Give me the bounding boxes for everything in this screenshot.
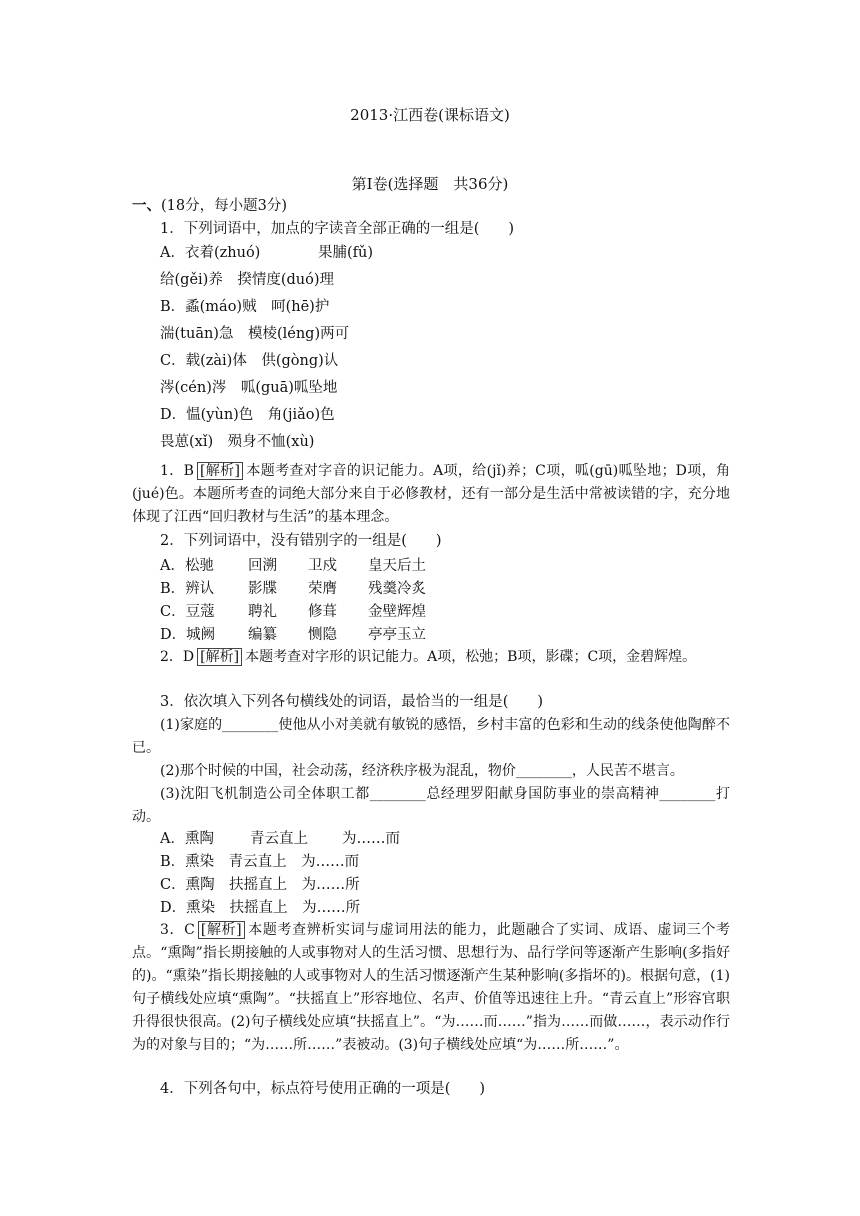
q2-c-2: 聘礼 bbox=[248, 604, 277, 620]
q2-a-4: 皇天后土 bbox=[368, 558, 426, 574]
q3-a-2: 青云直上 bbox=[250, 831, 308, 847]
part-heading bbox=[132, 196, 287, 216]
q1-option-b-line2: 湍(tuān)急 模棱(léng)两可 bbox=[160, 326, 350, 342]
q1-answer bbox=[132, 460, 730, 529]
q2-option-row bbox=[160, 579, 426, 599]
part-heading-text: (18分，每小题3分) bbox=[161, 198, 287, 214]
q3-analysis-tag: [解析] bbox=[198, 921, 245, 939]
q1-option-a-part2: 果脯(fǔ) bbox=[318, 245, 374, 261]
q2-c-1: C．豆蔻 bbox=[160, 604, 215, 620]
q2-d-2: 编纂 bbox=[248, 627, 277, 643]
q3-option-b: B．熏染 青云直上 为……而 bbox=[160, 854, 360, 870]
q1-analysis-tag: [解析] bbox=[197, 462, 243, 480]
q3-option-d: D．熏染 扶摇直上 为……所 bbox=[160, 900, 361, 916]
document-title: 2013·江西卷(课标语文) bbox=[350, 106, 510, 124]
part-heading-number: 一、 bbox=[132, 197, 161, 214]
q1-answer-number: 1．B bbox=[160, 463, 194, 479]
q2-c-4: 金壁辉煌 bbox=[368, 604, 426, 620]
q1-analysis-text: 本题考查对字音的识记能力。A项，给(jǐ)养；C项，呱(gū)呱坠地；D项，角(jué)色。本题所考查的词绝大部分来自于必修教材，还有一部分是生活中常被读错的字，充分地体现了江西“回归教材与生活”的基本理念。 bbox=[132, 463, 730, 525]
q1-stem: 1．下列词语中，加点的字读音全部正确的一组是( ) bbox=[160, 221, 515, 237]
q2-b-2: 影牒 bbox=[248, 581, 277, 597]
q2-a-3: 卫戍 bbox=[308, 558, 337, 574]
q4-stem: 4．下列各句中，标点符号使用正确的一项是( ) bbox=[160, 1081, 486, 1097]
q2-option-row bbox=[160, 556, 426, 576]
q3-sentence-2: (2)那个时候的中国，社会动荡，经济秩序极为混乱，物价________，人民苦不堪言。 bbox=[160, 763, 684, 779]
q1-option-c-line2: 涔(cén)涔 呱(guā)呱坠地 bbox=[160, 380, 338, 396]
q2-c-3: 修葺 bbox=[308, 604, 337, 620]
q1-option-a-part1: A．衣着(zhuó) bbox=[160, 245, 261, 261]
q3-sentence-1: (1)家庭的________使他从小对美就有敏锐的感悟，乡村丰富的色彩和生动的线条使他陶醉不已。 bbox=[132, 717, 730, 756]
q3-stem: 3．依次填入下列各句横线处的词语，最恰当的一组是( ) bbox=[160, 694, 544, 710]
q1-option-d-line2: 畏葸(xǐ) 殒身不恤(xù) bbox=[160, 434, 315, 450]
q2-d-1: D．城阙 bbox=[160, 627, 216, 643]
q1-option-d-line1: D．愠(yùn)色 角(jiǎo)色 bbox=[160, 407, 335, 423]
q2-option-row bbox=[160, 602, 426, 622]
q2-a-2: 回溯 bbox=[248, 558, 277, 574]
q2-option-row bbox=[160, 625, 426, 645]
q3-sentence-3: (3)沈阳飞机制造公司全体职工都________总经理罗阳献身国防事业的崇高精神________打动。 bbox=[132, 786, 730, 825]
q3-answer bbox=[132, 919, 730, 1057]
q3-answer-number: 3．C bbox=[160, 922, 195, 938]
q2-answer bbox=[132, 646, 730, 669]
q2-answer-number: 2．D bbox=[160, 649, 195, 665]
q2-b-1: B．辨认 bbox=[160, 581, 215, 597]
q2-b-3: 荣膺 bbox=[308, 581, 337, 597]
section-title: 第Ⅰ卷(选择题 共36分) bbox=[351, 175, 509, 193]
q1-option-c-line1: C．载(zài)体 供(gòng)认 bbox=[160, 353, 339, 369]
q2-d-4: 亭亭玉立 bbox=[368, 627, 426, 643]
q2-d-3: 恻隐 bbox=[308, 627, 337, 643]
q2-stem: 2．下列词语中，没有错别字的一组是( ) bbox=[160, 533, 442, 549]
q2-analysis-tag: [解析] bbox=[197, 648, 242, 666]
q2-a-1: A．松驰 bbox=[160, 558, 214, 574]
q3-a-1: A．熏陶 bbox=[160, 831, 214, 847]
q3-a-3: 为……而 bbox=[342, 831, 400, 847]
q2-analysis-text: 本题考查对字形的识记能力。A项，松弛；B项，影碟；C项，金碧辉煌。 bbox=[245, 649, 697, 665]
q3-option-a bbox=[160, 829, 400, 849]
q2-b-4: 残羹冷炙 bbox=[368, 581, 426, 597]
q1-option-b-line1: B．蟊(máo)贼 呵(hē)护 bbox=[160, 299, 330, 315]
q3-analysis-text: 本题考查辨析实词与虚词用法的能力，此题融合了实词、成语、虚词三个考点。“熏陶”指长期接触的人或事物对人的生活习惯、思想行为、品行学问等逐渐产生影响(多指好的)。“熏染”指长期接触的人或事物对人的生活习惯逐渐产生某种影响(多指坏的)。根据句意，(1)句子横线处应填“熏陶”。“扶摇直上”形容地位、名声、价值等迅速往上升。“青云直上”形容官职升得很快很高。(2)句子横线处应填“扶摇直上”。“为……而……”指为……而做……，表示动作行为的对象与目的；“为……所……”表被动。(3)句子横线处应填“为……所……”。 bbox=[132, 922, 730, 1053]
q3-option-c: C．熏陶 扶摇直上 为……所 bbox=[160, 877, 360, 893]
q1-option-a-line2: 给(gěi)养 揆情度(duó)理 bbox=[160, 272, 334, 288]
